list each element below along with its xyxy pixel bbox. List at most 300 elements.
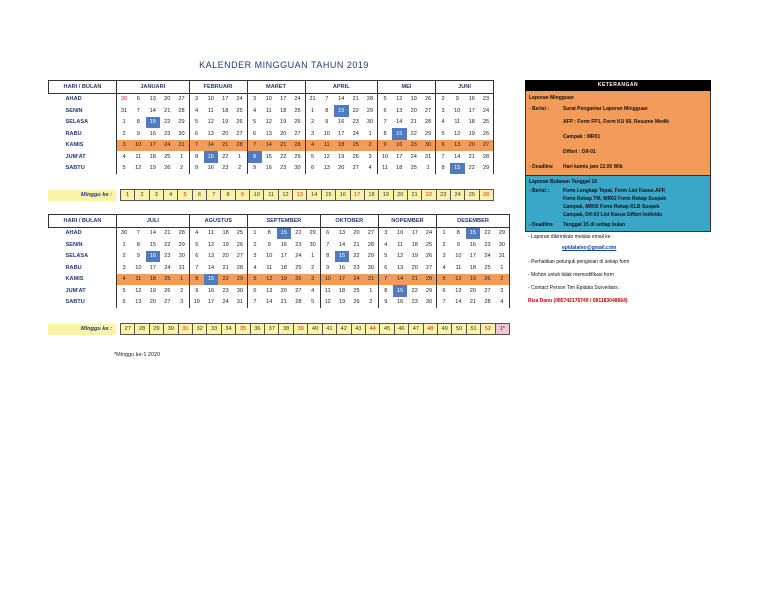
date-cell: 15 — [466, 227, 481, 239]
date-cell: 7 — [320, 239, 335, 251]
week-number-row-second-half — [48, 323, 510, 335]
date-cell: 23 — [164, 130, 171, 137]
day-row-ahad — [49, 227, 510, 239]
date-cell: 26 — [480, 274, 495, 286]
weekly-contents-1: Surat Pengantar Laporan Mingguan — [563, 106, 648, 112]
date-cell: 23 — [484, 241, 491, 248]
email-note: - Laporan dikirimkan melalui email ke : — [528, 234, 614, 240]
date-cell: 10 — [320, 274, 335, 286]
date-cell: 31 — [117, 105, 132, 117]
date-cell: 21 — [407, 274, 422, 286]
date-cell: 6 — [305, 163, 320, 175]
date-cell: 15 — [277, 227, 292, 239]
date-cell: 10 — [397, 230, 404, 237]
week-number-cell: 7 — [207, 190, 221, 201]
date-cell: 31 — [364, 274, 379, 286]
date-cell: 26 — [291, 274, 306, 286]
date-cell: 14 — [149, 107, 156, 114]
date-cell: 11 — [397, 241, 404, 248]
date-cell: 1 — [311, 253, 315, 260]
monthly-contents-4: Campak, Dif-03 List Kasus Difteri Individu — [563, 212, 663, 218]
day-label: JUM'AT — [65, 287, 86, 294]
month-header-februari: FEBRUARI — [189, 81, 247, 94]
date-cell: 3 — [368, 153, 372, 160]
day-label: RABU — [65, 130, 82, 137]
date-cell: 24 — [349, 274, 364, 286]
date-cell: 15 — [146, 117, 161, 129]
date-cell: 1 — [117, 239, 132, 251]
date-cell: 19 — [466, 274, 481, 286]
date-cell: 16 — [207, 165, 214, 172]
monthly-contents-label: - Berisi : — [529, 188, 550, 194]
date-cell: 30 — [117, 227, 132, 239]
date-cell: 25 — [349, 140, 364, 152]
week-number-cell: 45 — [380, 324, 394, 335]
date-cell: 24 — [160, 140, 175, 152]
date-cell: 3 — [437, 251, 452, 263]
month-header-desember: DESEMBER — [437, 215, 510, 228]
week-number-cell: 15 — [321, 190, 335, 201]
date-cell: 30 — [309, 241, 316, 248]
date-cell: 25 — [479, 117, 494, 129]
week-number-cell: 29 — [149, 324, 163, 335]
date-cell: 7 — [136, 107, 140, 114]
date-cell: 23 — [222, 287, 229, 294]
date-cell: 11 — [265, 107, 272, 114]
date-cell: 23 — [164, 253, 171, 260]
date-cell: 1 — [175, 274, 190, 286]
date-cell: 7 — [247, 297, 262, 309]
weekly-deadline: Hari kamis jam 12.00 Wib — [563, 164, 623, 170]
day-label: SENIN — [65, 107, 83, 114]
date-cell: 6 — [136, 96, 140, 103]
week-number-cell: 9 — [235, 190, 249, 201]
date-cell: 18 — [396, 165, 403, 172]
date-cell: 11 — [320, 140, 335, 152]
date-cell: 31 — [178, 264, 185, 271]
week-number-cell: 47 — [409, 324, 423, 335]
monthly-contents-2: Form Rekap TM, MR02 Form Rekap Suspek — [563, 196, 667, 202]
date-cell: 2 — [436, 93, 451, 105]
date-cell: 1 — [495, 262, 510, 274]
date-cell: 1 — [237, 153, 242, 160]
date-cell: 4 — [495, 297, 510, 309]
date-cell: 2 — [495, 274, 510, 286]
date-cell: 13 — [266, 287, 273, 294]
date-cell: 10 — [265, 96, 272, 103]
date-cell: 18 — [338, 287, 346, 294]
date-cell: 1 — [426, 165, 430, 172]
date-cell: 6 — [320, 227, 335, 239]
week-number-cell: 5 — [178, 190, 192, 201]
row-label-header: HARI / BULAN — [49, 81, 117, 94]
contact-person: Riza Danu (085742176749 / 081183048664) — [528, 298, 628, 304]
date-cell: 21 — [352, 96, 359, 103]
date-cell: 4 — [189, 105, 204, 117]
date-cell: 28 — [295, 299, 302, 306]
date-cell: 9 — [189, 163, 204, 175]
date-cell: 2 — [369, 299, 373, 306]
date-cell: 19 — [338, 299, 346, 306]
weekly-deadline-label: - Deadline — [529, 164, 553, 170]
week-number-row-first-half — [48, 189, 494, 201]
date-cell: 4 — [436, 117, 451, 129]
date-cell: 28 — [422, 274, 437, 286]
date-cell: 27 — [479, 140, 494, 152]
date-cell: 3 — [117, 262, 132, 274]
calendar-table-first-half — [48, 80, 494, 174]
date-cell: 9 — [378, 297, 393, 309]
date-cell: 4 — [247, 105, 262, 117]
date-cell: 14 — [393, 274, 408, 286]
date-cell: 15 — [334, 105, 349, 117]
date-cell: 4 — [378, 239, 393, 251]
date-cell: 13 — [265, 130, 272, 137]
date-cell: 13 — [207, 130, 214, 137]
month-header-mei: MEI — [378, 81, 436, 94]
date-cell: 27 — [178, 96, 185, 103]
date-cell: 4 — [247, 262, 262, 274]
date-cell: 16 — [338, 119, 345, 126]
date-cell: 7 — [189, 140, 204, 152]
date-cell: 25 — [236, 230, 244, 237]
date-cell: 3 — [247, 93, 262, 105]
week-number-cell: 33 — [207, 324, 221, 335]
date-cell: 29 — [178, 119, 185, 126]
date-cell: 21 — [164, 107, 171, 114]
date-cell: 12 — [323, 153, 330, 160]
date-cell: 5 — [436, 128, 451, 140]
date-cell: 20 — [164, 96, 171, 103]
week-number-cell: 22 — [422, 190, 436, 201]
date-cell: 13 — [207, 253, 215, 260]
date-cell: 4 — [368, 165, 372, 172]
date-cell: 8 — [456, 230, 460, 237]
date-cell: 16 — [280, 241, 287, 248]
date-cell: 9 — [247, 163, 262, 175]
date-cell: 12 — [396, 96, 403, 103]
day-row-sabtu — [49, 163, 494, 175]
date-cell: 25 — [484, 264, 491, 271]
date-cell: 12 — [262, 274, 277, 286]
date-cell: 31 — [236, 299, 244, 306]
date-cell: 20 — [410, 107, 417, 114]
week-number-cell: 46 — [394, 324, 408, 335]
date-cell: 19 — [222, 119, 229, 126]
date-cell: 26 — [425, 253, 433, 260]
date-cell: 16 — [149, 130, 156, 137]
date-cell: 17 — [280, 96, 287, 103]
date-cell: 21 — [276, 140, 291, 152]
date-cell: 3 — [305, 128, 320, 140]
month-header-januari: JANUARI — [117, 81, 190, 94]
month-header-juni: JUNI — [436, 81, 494, 94]
date-cell: 30 — [178, 130, 185, 137]
date-cell: 25 — [410, 165, 417, 172]
weekly-contents-label: - Berisi : — [529, 106, 550, 112]
date-cell: 29 — [366, 107, 374, 114]
date-cell: 5 — [189, 239, 204, 251]
date-cell: 26 — [424, 96, 432, 103]
week-number-cell: 6 — [192, 190, 206, 201]
date-cell: 16 — [338, 264, 346, 271]
date-cell: 7 — [136, 230, 140, 237]
date-cell: 5 — [437, 274, 452, 286]
date-cell: 10 — [454, 107, 461, 114]
date-cell: 12 — [135, 165, 142, 172]
date-cell: 13 — [135, 299, 142, 306]
date-cell: 10 — [131, 140, 146, 152]
date-cell: 29 — [479, 163, 494, 175]
date-cell: 13 — [450, 140, 465, 152]
date-cell: 29 — [425, 287, 433, 294]
date-cell: 27 — [484, 287, 491, 294]
date-cell: 8 — [136, 241, 140, 248]
date-cell: 23 — [411, 299, 418, 306]
row-label-header: HARI / BULAN — [49, 215, 117, 228]
date-cell: 22 — [164, 119, 171, 126]
week-label: Minggu ke : — [48, 190, 116, 201]
date-cell: 8 — [325, 107, 329, 114]
date-cell: 14 — [455, 299, 462, 306]
day-row-selasa — [49, 117, 494, 129]
date-cell: 26 — [352, 153, 359, 160]
date-cell: 12 — [451, 274, 466, 286]
monthly-deadline: Tanggal 15 di setiap bulan — [563, 222, 626, 228]
date-cell: 8 — [189, 151, 204, 163]
week-number-cell: 32 — [193, 324, 207, 335]
date-cell: 28 — [479, 151, 494, 163]
date-cell: 14 — [266, 299, 273, 306]
date-cell: 11 — [454, 119, 461, 126]
date-cell: 4 — [117, 151, 132, 163]
week-number-cell: 39 — [293, 324, 307, 335]
date-cell: 26 — [236, 119, 243, 126]
date-cell: 24 — [294, 96, 301, 103]
date-cell: 10 — [323, 130, 330, 137]
date-cell: 23 — [280, 165, 287, 172]
email-link[interactable]: epidalalno@gmail.com — [562, 245, 617, 251]
date-cell: 14 — [262, 140, 277, 152]
date-cell: 9 — [325, 119, 329, 126]
day-label: KAMIS — [49, 274, 117, 286]
date-cell: 4 — [311, 287, 315, 294]
date-cell: 15 — [335, 251, 350, 263]
week-number-cell: 34 — [221, 324, 235, 335]
date-cell: 29 — [495, 227, 510, 239]
week-number-cell: 38 — [279, 324, 293, 335]
date-cell: 20 — [222, 130, 229, 137]
date-cell: 9 — [189, 285, 204, 297]
date-cell: 29 — [233, 274, 248, 286]
date-cell: 20 — [469, 287, 477, 294]
date-cell: 1 — [369, 287, 373, 294]
date-cell: 26 — [479, 128, 494, 140]
date-cell: 26 — [353, 299, 360, 306]
footnote: *Minggu ke-1 2020 — [114, 352, 161, 358]
date-cell: 5 — [117, 285, 132, 297]
date-cell: 6 — [378, 262, 393, 274]
date-cell: 31 — [175, 140, 190, 152]
date-cell: 16 — [146, 251, 161, 263]
date-cell: 19 — [149, 287, 156, 294]
date-cell: 27 — [424, 107, 432, 114]
date-cell: 23 — [222, 165, 229, 172]
date-cell: 16 — [468, 96, 475, 103]
date-cell: 21 — [164, 230, 171, 237]
date-cell: 24 — [352, 130, 359, 137]
date-cell: 6 — [436, 140, 451, 152]
date-cell: 8 — [247, 151, 262, 163]
monthly-contents-3: Campak, MR05 Form Rekap KLB Suspek — [563, 204, 660, 210]
date-cell: 5 — [247, 117, 262, 129]
date-cell: 31 — [495, 251, 510, 263]
date-cell: 30 — [236, 287, 244, 294]
date-cell: 27 — [367, 230, 374, 237]
date-cell: 17 — [146, 140, 161, 152]
date-cell: 17 — [411, 230, 418, 237]
date-cell: 2 — [117, 128, 132, 140]
week-number-cell: 18 — [364, 190, 378, 201]
keterangan-panel — [525, 80, 711, 312]
month-header-maret: MARET — [247, 81, 305, 94]
day-row-jumat — [49, 151, 494, 163]
date-cell: 25 — [160, 274, 175, 286]
date-cell: 5 — [247, 274, 262, 286]
date-cell: 19 — [277, 274, 292, 286]
date-cell: 26 — [294, 119, 301, 126]
date-cell: 15 — [204, 274, 219, 286]
date-cell: 22 — [484, 230, 491, 237]
week-number-cell: 14 — [307, 190, 321, 201]
date-cell: 4 — [437, 262, 452, 274]
week-number-cell: 13 — [293, 190, 307, 201]
date-cell: 16 — [469, 241, 477, 248]
date-cell: 26 — [164, 165, 171, 172]
date-cell: 16 — [392, 140, 407, 152]
date-cell: 2 — [180, 287, 184, 294]
week-number-cell: 36 — [250, 324, 264, 335]
date-cell: 21 — [410, 119, 417, 126]
date-cell: 29 — [367, 253, 374, 260]
week-number-cell: 1* — [495, 324, 509, 335]
date-cell: 17 — [335, 274, 350, 286]
date-cell: 1 — [117, 117, 132, 129]
date-cell: 25 — [236, 107, 243, 114]
week-number-cell: 20 — [393, 190, 407, 201]
date-cell: 6 — [247, 285, 262, 297]
date-cell: 3 — [306, 274, 321, 286]
date-cell: 23 — [407, 140, 422, 152]
monthly-contents-1: Form Lengkap Tepat, Form List Kasus AFP, — [563, 188, 666, 194]
date-cell: 25 — [353, 287, 360, 294]
week-number-cell: 48 — [423, 324, 437, 335]
week-number-cell: 26 — [479, 190, 493, 201]
date-cell: 12 — [207, 241, 215, 248]
date-cell: 30 — [117, 93, 132, 105]
date-cell: 20 — [353, 230, 360, 237]
date-cell: 21 — [280, 299, 287, 306]
date-cell: 7 — [189, 262, 204, 274]
date-cell: 10 — [207, 96, 214, 103]
day-label: SABTU — [65, 299, 85, 306]
date-cell: 28 — [366, 96, 374, 103]
date-cell: 24 — [295, 253, 302, 260]
date-cell: 29 — [309, 230, 316, 237]
weekly-contents-3: Campak : MR01 — [563, 134, 601, 140]
date-cell: 2 — [117, 251, 132, 263]
day-row-sabtu — [49, 297, 510, 309]
date-cell: 10 — [378, 151, 393, 163]
week-number-cell: 10 — [250, 190, 264, 201]
date-cell: 27 — [352, 165, 359, 172]
date-cell: 25 — [295, 264, 302, 271]
date-cell: 15 — [393, 285, 408, 297]
monthly-report-title: Laporan Bulanan Tanggal 16 — [529, 179, 597, 185]
date-cell: 9 — [320, 262, 335, 274]
date-cell: 2 — [311, 264, 315, 271]
date-cell: 23 — [352, 119, 359, 126]
week-number-cell: 49 — [437, 324, 451, 335]
date-cell: 13 — [396, 107, 403, 114]
date-cell: 6 — [378, 105, 393, 117]
date-cell: 30 — [421, 140, 436, 152]
date-cell: 18 — [468, 119, 475, 126]
date-cell: 9 — [456, 241, 460, 248]
date-cell: 25 — [164, 153, 171, 160]
date-cell: 27 — [236, 253, 244, 260]
date-cell: 3 — [180, 299, 184, 306]
date-cell: 20 — [338, 165, 345, 172]
date-cell: 12 — [397, 253, 404, 260]
week-number-cell: 24 — [450, 190, 464, 201]
week-number-cell: 27 — [121, 324, 135, 335]
day-row-senin — [49, 239, 510, 251]
date-cell: 23 — [353, 264, 360, 271]
week-number-cell: 28 — [135, 324, 149, 335]
date-cell: 27 — [164, 299, 171, 306]
date-cell: 11 — [320, 285, 335, 297]
week-number-cell: 52 — [481, 324, 495, 335]
date-cell: 17 — [280, 253, 287, 260]
date-cell: 23 — [479, 93, 494, 105]
date-cell: 17 — [338, 130, 345, 137]
week-number-cell: 30 — [164, 324, 178, 335]
week-number-cell: 17 — [350, 190, 364, 201]
date-cell: 26 — [164, 287, 171, 294]
date-cell: 11 — [455, 264, 462, 271]
calendar-title-text: KALENDER MINGGUAN TAHUN 2019 — [199, 60, 369, 70]
month-header-oktober: OKTOBER — [320, 215, 378, 228]
date-cell: 24 — [410, 153, 417, 160]
weekly-contents-2: AFP : Form FP1, Form KU 60, Resume Medik — [563, 119, 670, 125]
week-number-cell: 2 — [135, 190, 149, 201]
date-cell: 22 — [411, 287, 418, 294]
date-cell: 31 — [305, 93, 320, 105]
date-cell: 14 — [338, 96, 345, 103]
date-cell: 12 — [265, 119, 272, 126]
date-cell: 8 — [378, 128, 393, 140]
date-cell: 6 — [189, 251, 204, 263]
date-cell: 15 — [450, 163, 465, 175]
date-cell: 20 — [280, 287, 287, 294]
date-cell: 10 — [455, 253, 462, 260]
month-header-nopember: NOPEMBER — [378, 215, 436, 228]
date-cell: 28 — [178, 107, 185, 114]
date-cell: 9 — [267, 241, 271, 248]
date-cell: 7 — [325, 96, 329, 103]
date-cell: 28 — [424, 119, 432, 126]
